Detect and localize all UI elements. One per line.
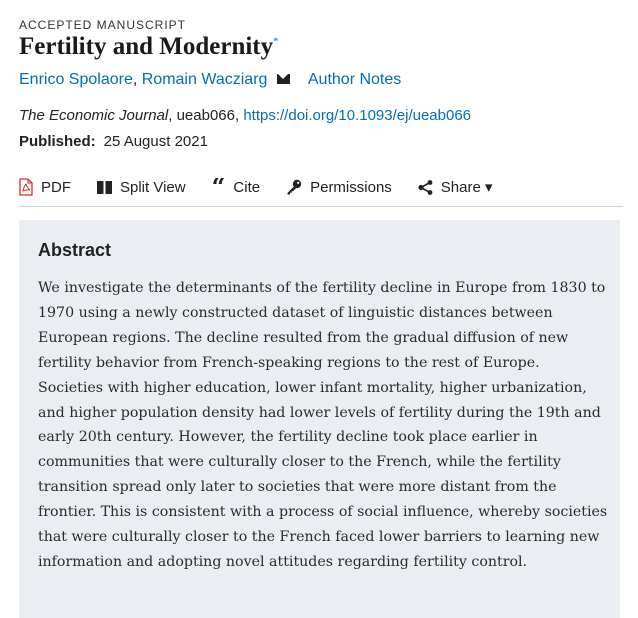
- article-title-text: Fertility and Modernity: [19, 33, 274, 60]
- pdf-label: PDF: [41, 178, 71, 196]
- share-label: Share ▾: [440, 179, 493, 196]
- email-icon[interactable]: [277, 74, 290, 84]
- author-notes-link[interactable]: Author Notes: [307, 71, 402, 88]
- citation-line: [19, 107, 471, 124]
- split-view-button[interactable]: [97, 173, 186, 201]
- cite-label: Cite: [233, 178, 261, 196]
- title-footnote-mark[interactable]: *: [273, 35, 279, 48]
- published-line: [19, 133, 208, 150]
- published-date: 25 August 2021: [103, 133, 208, 150]
- share-icon: [418, 180, 433, 195]
- article-title: [19, 33, 279, 61]
- author-list: [19, 71, 401, 89]
- pdf-icon: [19, 178, 33, 196]
- cite-button[interactable]: [212, 173, 261, 201]
- published-label: Published:: [19, 133, 96, 150]
- abstract-heading: Abstract: [38, 240, 112, 260]
- abstract-section: [19, 220, 620, 618]
- share-dropdown[interactable]: [418, 173, 493, 201]
- doi-link[interactable]: https://doi.org/10.1093/ej/ueab066: [243, 107, 472, 124]
- author-link[interactable]: Enrico Spolaore: [19, 71, 133, 88]
- author-separator: ,: [132, 71, 138, 88]
- article-id: , ueab066,: [168, 107, 244, 124]
- pdf-button[interactable]: [19, 173, 71, 201]
- key-icon: [286, 179, 302, 195]
- permissions-button[interactable]: [286, 173, 392, 201]
- journal-name: The Economic Journal: [19, 107, 169, 124]
- permissions-label: Permissions: [310, 178, 392, 196]
- split-view-label: Split View: [120, 178, 186, 196]
- author-link[interactable]: Romain Wacziarg: [141, 71, 268, 88]
- manuscript-status: ACCEPTED MANUSCRIPT: [19, 18, 187, 32]
- quote-icon: “: [211, 178, 226, 196]
- abstract-text: We investigate the determinants of the fertility decline in Europe from 1830 to 1970 using a newly constructed dataset of linguistic distances between European regions. The decline resulted from the gradual diffusion of new fertility behavior from French-speaking regions to the rest of Europe. Societies with higher education, lower infant mortality, higher urbanization, and higher population density had lower levels of fertility during the 19th and early 20th century. However, the fertility decline took place earlier in communities that were culturally closer to the French, while the fertility transition spread only later to societies that were more distant from the frontier. This is consistent with a process of social influence, whereby societies that were culturally closer to the French faced lower barriers to learning new information and adopting novel attitudes regarding fertility control.: [38, 280, 608, 570]
- article-toolbar: [19, 173, 623, 207]
- split-view-icon: [97, 181, 112, 194]
